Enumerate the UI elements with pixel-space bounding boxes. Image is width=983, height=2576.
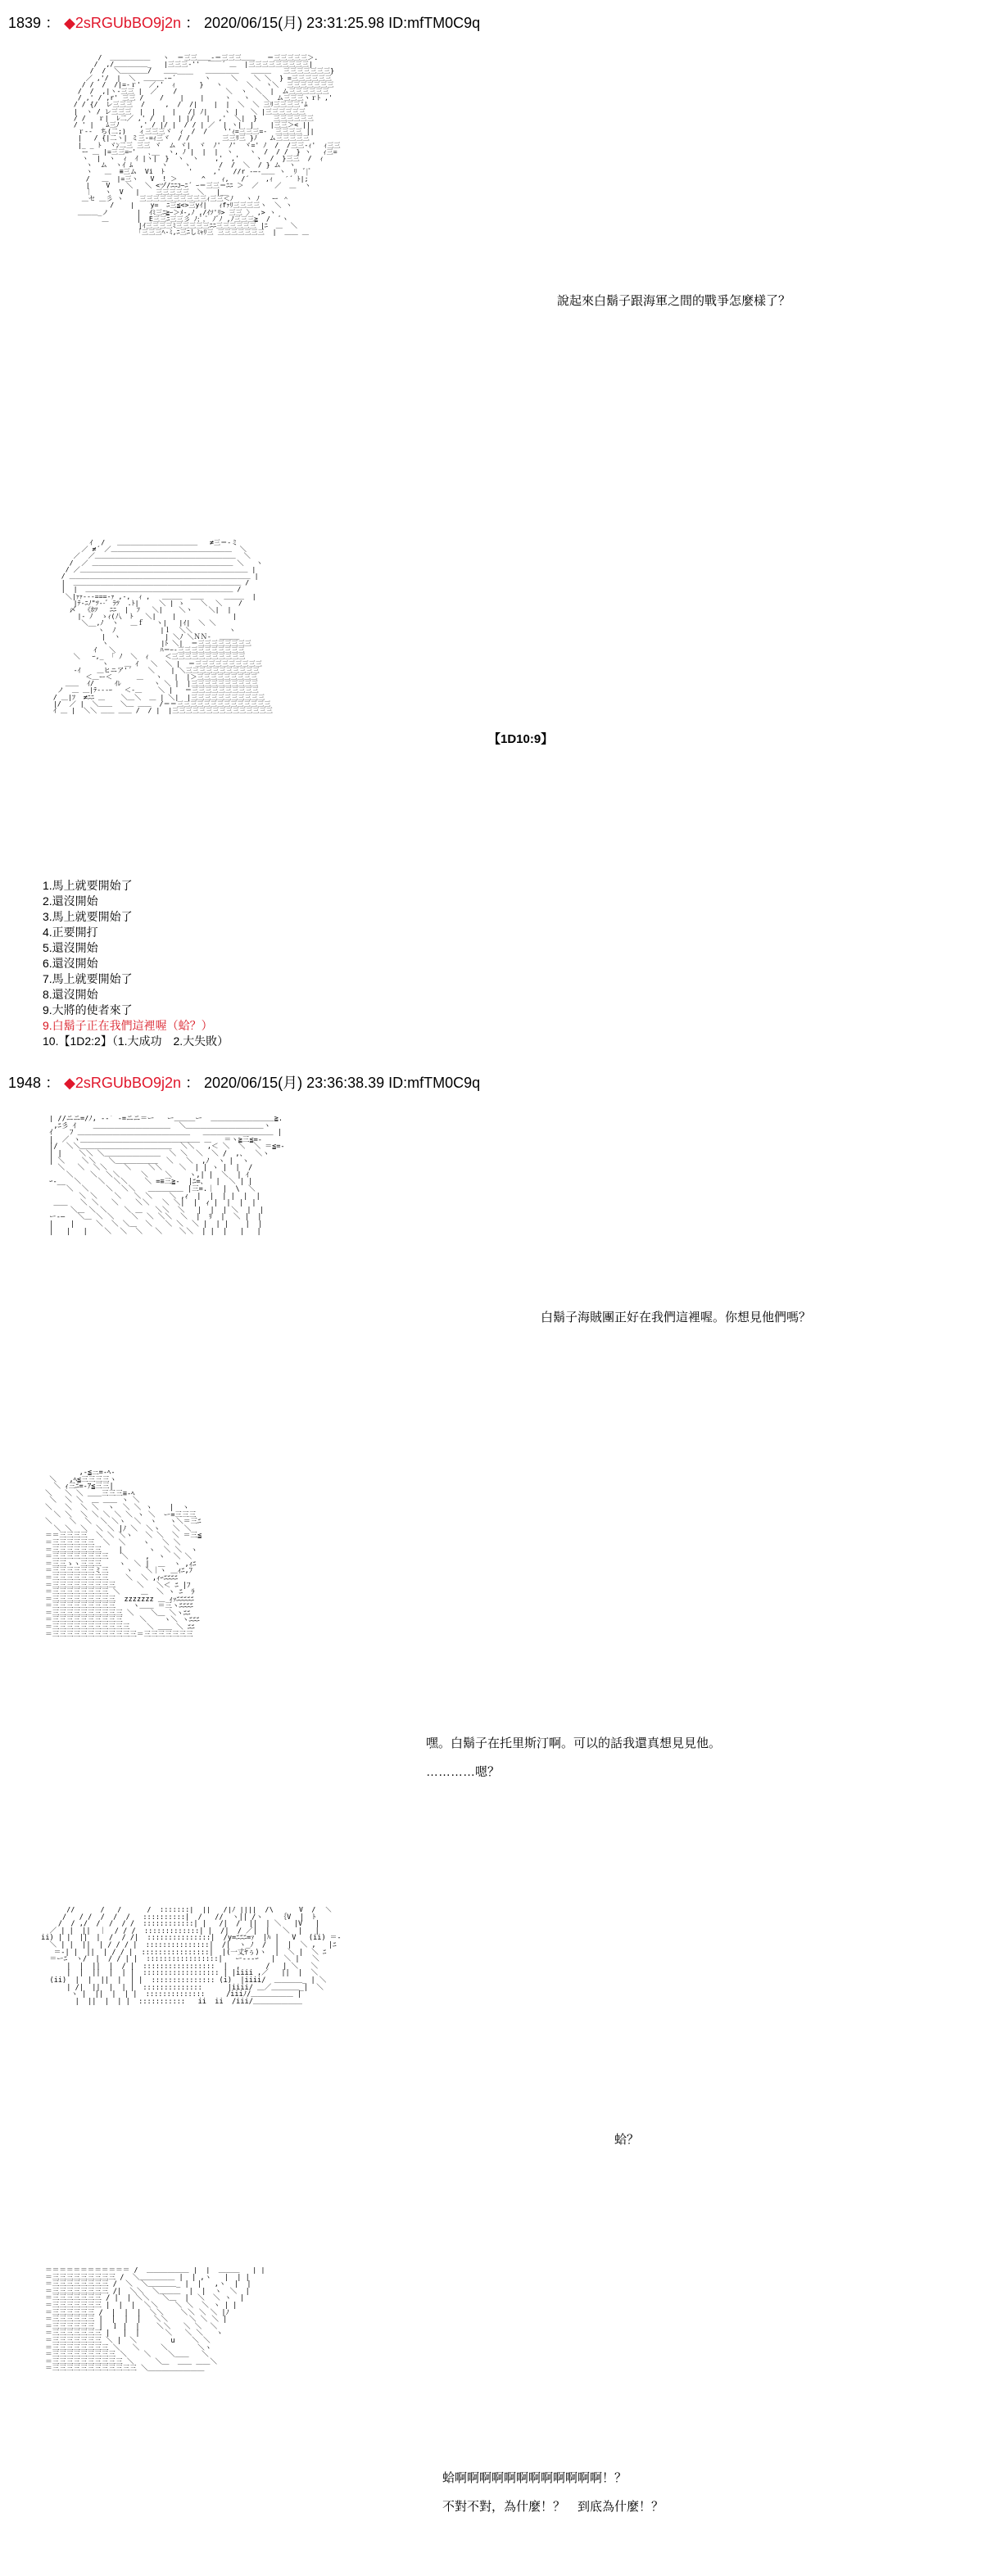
dialogue-line: 白鬍子海賊團正好在我們這裡喔。你想見他們嗎？ (541, 1311, 812, 1324)
list-item-highlighted: 9.白鬍子正在我們這裡喔（蛤？） (43, 1019, 213, 1032)
separator: ： (45, 15, 61, 31)
dialogue-line: …………嗯？ (426, 1765, 501, 1779)
post-header (8, 11, 480, 33)
dice-result-tag: 【1D10:9】 (488, 732, 554, 746)
list-item: 9.大將的使者來了 (43, 1003, 133, 1016)
separator: ： (45, 1075, 61, 1091)
post-number[interactable]: 1948 (8, 1075, 42, 1091)
list-item: 10.【1D2:2】（1.大成功 2.大失敗） (43, 1034, 229, 1048)
dialogue-line: 蛤？ (614, 2133, 640, 2147)
dialogue-line: 蛤啊啊啊啊啊啊啊啊啊啊啊啊！？ (442, 2471, 627, 2485)
post-meta: ： 2020/06/15(月) 23:36:38.39 ID:mfTM0C9q (185, 1075, 481, 1091)
choice-list (43, 878, 229, 1049)
post-header (8, 1071, 480, 1093)
dialogue-line: 嘿。白鬍子在托里斯汀啊。可以的話我還真想見見他。 (426, 1736, 722, 1750)
poster-name: ◆2sRGUbBO9j2n (64, 1075, 181, 1091)
list-item: 6.還沒開始 (43, 957, 98, 970)
list-item: 8.還沒開始 (43, 988, 98, 1001)
poster-name: ◆2sRGUbBO9j2n (64, 15, 181, 31)
ascii-art-character-closeup: | //ニニ=/ﾉ, -‐´ -=ニニ＝ー ー＿＿＿ー ＿＿＿＿＿＿＿＿＿≧. ,ﾆ彡 ｲ ＿＿＿＿＿＿＿＿＿＿＿ ＼＿＿＿＿＿＿＿＿＿＿＿ヽ ｲ ﾌ ＿＿＿＿＿＿＿＿＿＿＿＿＿＿＿＿ ＿＿＿＿＿＿＿＿＿＿ | | ／ ヽ＿＿＿＿＿＿＿＿＿＿＿＿＿＿＿＿＿ ＿ ＝ヽ≧三≦=- |/ ＼＼＿＿＿＿＿＿＿＿＿＿＿＿＿ ＼＼ ,＜ ＼ ＼ ＼ ＝≦=- | | ＼＼ ＼＿＿＿＿＿＿＿＿ ＼ ＼ ＼ ＼ / ,、 ＼ヽ | ＼ ＼＼ ＼＿＿＿＿＿＿ ＼ ＼ ,ﾉ ヽ | ヽ ＼ ＼ ＼＼ ＼ ＼＼ ＼ | | ヽ | | / ＼ ＼ ＼＼ ＼ ＼ ヽ,| | ＼ | ｲ ｰ-__ ＼ ＼ ＼＼ ＼ =≡三≧- |ﾆ=、 | ＼ | | ＼ ＼ ＼ ＼＼ ＿＿＿＿＿ |三=.｜ | \ ＼ ＼ ＼ ＼ ＼ ＼ ＼ ,ｨ | | | | | | ＿＿ ＼ ＼ ＼ ＼＼ ＼ ＼| | ｨ | | | | ＼＿ ＼ ＼ ＼ ＿ ＼＼ ＼ | | | ＼ | | ー‐― ＼＿ ＼ ＼ ＼ ＼ ＼＼ ＼ | ﾘ | ＼ | | | | ＼ ＼ ＼＿ ＼ ＼ ＼ ＼ | | | | | | | | ＼ ＼ ＼ ＼ ＼＼ | | | | | (49, 1116, 285, 1236)
ascii-art-surprised-character: // / / / :::::::| || /|ﾉ |||| /\ V / ＼ / / / / / / ::::::::::| / // ヽ|| /ヽ ｛V | ﾄ / / ,/ / / / / ::::::::::::| | /| / || | ＼ |V | ／ | | || ｜ / / / :::::::::::::| | /| / ／| | ＼ | | ii) | | || | / / /| :::::::::::::::| /y=ﾆﾆﾆ=ｧ |ﾊ | V (ii) ＝- ＼ | | || | / / / | :::::::::::::::| /| ヽ_ﾉ / | | ＼ , |ﾆ ＝-| | || | / / | ::::::::::::::::| |(一丈ﾔぅ)ヽ | ＼ | ＼ ﾆ ＝ーﾆ ヽ/ | / / | | :::::::::::::::::| ー---ｰ | ＼ | ＼ | | || | / | ::::::::::::::::: | , / | ＼ ＼ | | || | | | :::::::::::::::::: | |iiii ,／ || | ＼ (ii) | | || | | | ::::::::::::::: (i) |iiii/ ＿＿＿＿_ | ＼ | /| || | | | :::::::::::::: |iiii/ ＿／＿＿＿＿_| ＼ ヽ | || | | | :::::::::::::: /iiiﾉ/＿＿＿＿＿＿ | | || | | | ::::::::::: ii ii /iii/＿＿＿＿＿＿＿ (41, 1907, 342, 2006)
post-number[interactable]: 1839 (8, 15, 42, 31)
ascii-art-shocked-character: ＝＝＝＝＝＝＝＝＝＝＝＝ / ＿＿＿＿＿＿ | | ＿＿＿ | | ＝三三三三三三三三三 / ＼＿＿＿＿＿ | | ,ヽ | | | ＝三三三三三三三三 / ＼ ＼＿＿＿＿_ | | ,ヽ | | ＝三三三三三三三三 /| ＼＼ ＼＿＿＿ | | ヽ ＼ | ＝三三三三三三三 / | | ＼＼ ＼＿ | ＼ ＼ ヽ | ＝三三三三三三三 | | | ＼＼ ＼ ＼ ＼ ヽ | | ＝三三三三三三 / | | | ＼＼ ＼＼ ＼ ＼ |ﾉ ＝三三三三三三 | | | | ＼＼ ＼ ＼ ＼ | ＝三三三三三三 | ｌ | | ＼＼ ＼ ＼ ＼ ＝三三三三三三三 | | | ＼ ＼ ＼ ヽ ＝三三三三三三三 ＼ | ＼ u ＼ ＼ ＝三三三三三三三三 ＼ ＼ ＼ ＼ヽ ＝三三三三三三三三三 ＼ ＼ ＼＿＿ ＼ ＝三三三三三三三三三三 ＼ ＼＿ ＿＿ ＿＿＼ ＝三三三三三三三三三三三三 ＼＿＿＿＿＿＿＿＿ (45, 2267, 265, 2374)
list-item: 4.正要開打 (43, 926, 98, 939)
list-item: 1.馬上就要開始了 (43, 879, 133, 892)
caption-line: 說起來白鬍子跟海軍之間的戰爭怎麼樣了？ (557, 294, 791, 308)
ascii-art-boy-hat: ｲ / ＿＿＿＿＿＿＿＿＿＿＿＿ ≠三＝-ミ ／ ≠´ ／＿＿＿＿＿＿＿＿＿＿＿＿＿＿＿＿＿＿ ＼ ／ ／＿＿＿＿＿＿＿＿＿＿＿＿＿＿＿＿＿＿＿＿＿ ＼ / ／ ＿＿＿＿＿＿＿＿＿＿＿＿＿＿＿＿＿＿＿＿＿ ＼ ヽ / ／＿＿＿＿＿＿＿＿＿＿＿＿＿＿＿＿＿＿＿＿＿＿＿＿＿ | / ＿＿＿＿＿＿＿＿＿＿＿＿＿＿＿＿＿＿＿＿＿＿＿＿＿＿＿ | | ＿＿＿＿＿＿＿＿＿＿＿＿＿＿＿＿＿＿＿＿＿＿＿＿＿ / | | ＿＿＿＿＿＿＿＿＿＿＿＿＿＿＿＿＿＿＿＿＿＿ / ＼|ｧｧ‐--===-ｧ ,-, ｨ , ＿＿＿ ＿＿ ＿＿＿ | |ﾃ-ﾆﾉ"ﾂ‐-ﾞ ﾗﾂ .ﾄ| ＼ | ゝ ＼ ＼ / 〆 《ﾎﾂ ﾆﾆ | ﾌ ＼| ＼ヽ ＼| | |‐ ﾉ ゝｨ(八 ﾄ ＼| | | ＼__,ﾉ ヽ ＿ｆ ヽ| |ｲ| ＼ ＼ ヽ ﾉ |ｌ ＼＼ ヽ | ヽ | ＼ﾉ ＼ＮＮ- ＿＿＿ ヽ |ﾄ ＼| ＝三三三三三三三三 ｲ ＼ ﾊ＝ｰ-三三三三三三三三三三 ＼ ｰ,_ ｢ ﾉ ＼ ｨ ＜三三三三三三三三三三三 ヽ ＿ ｲ ＼ ＼ | ＝三三三三三三三三三三 -ｲ ＿ヒニア'´ ＼ | ＼三三三三三三三三三三三 ＜＿ー＜ ＿ ヽ | |＞三三三三三三三三三 ＿＿ ｲ/ ｲﾚ ヽ ＼ | |三三三三三三三三三三 ノ ＿ ＿|ﾃ-‐-ｰ ＜‐＿ ＼ | ＝三三三三三三三三三三 / ＿|ﾌ ≠ﾆﾆ ＿ ＼＿＼ ＿ | ＼| |三三三三三三三三三三三 |/ ／ | ＼＿＿ ＼＿ ＿＿ /＝＝三三三三三三三三三三三三三三 ｲ ＿ | ＼＼ ＿＿ ＿＿ / / | |三三三三三三三三三三三三三三三 (52, 539, 273, 715)
list-item: 7.馬上就要開始了 (43, 972, 133, 985)
dialogue-line: 不對不對，為什麼！？ 到底為什麼！？ (442, 2500, 664, 2514)
list-item: 2.還沒開始 (43, 894, 98, 908)
list-item: 3.馬上就要開始了 (43, 910, 133, 923)
post-meta: ： 2020/06/15(月) 23:31:25.98 ID:mfTM0C9q (185, 15, 481, 31)
list-item: 5.還沒開始 (43, 941, 98, 954)
ascii-art-girl-portrait: / ＿＿＿＿＿＿ ヽ ＝三三＿＿-＝三三三＿＿ ＝三三三三三＞. / ,/＿＿＿＿＿_ |三三三-'' ￣￣´ ＿ |三三三三三三三三三| / / ＼＿＿＿＿/ ＿＿____ ＿＿＿＿＿ ＿＿＿ 三三三三三三三} ／ ,'/ | ＼ ＿＿＿-~´ ヽ ＼ ＼ ＼ } =三三三三三三 / / / /|=-ｒ' ／,' ｨ } ヽ ＼ ヽ＼ 三三三三三三三 / / ,|ヽ-三三 | ／ / ＼ ヽ ＼ | ム三三三三三三 / ,' / ,r' 三三 / / | | ヽ ヽ ＼ ム三三三ヽｒﾄ ,' / / {/ レ三三三 / , / /| | | ＼ ＼ 三ﾘ三三三三'ﾑ | ヽ / レ三三三 | | | /| ﾉ| ヽ | ＼ |三三三三三三 / / ｒ| ﾚ二／ ,' / | | |/ | ,' ＼| } 三三三三三三 / ' | ﾑ三ﾉ ,' / |/ | / / | ／ | ヽ| | |三三＞< || ｒ-- ち(二;) ィ三三三ヾ ｨ / / ''ｨ=三三三=‐ 三三三三 || | / {|二ヽ| ミ三-=ｨ三ヾ / / 三三ﾘ三 }ﾉ ム三三三三三 |_ _ ﾄ ヾﾝ二三 三三 ヾ ム ヾ| ヾ ﾉ' ﾉ' ヾ=' ﾉ / /三三-ｨ' ｨ三三 ー ＿ |=三三=ｰ' ､__ ヽ, ﾉ | | | ヽ ヽ / / / } ヽ ｨ三= ヽ | ヽ ｨ ｲ |ヽ| } ヽ ヽ ,' ,' ヽ / }三三 / ｨ ヽ ム ヽｲ ﾑ ヽ ヽ / / ＼ / } ム ヽ ヽ ＿ ≡三ム Vi ﾄ ' ,' //r ‐―‐＿＿ ヽ ﾘ ﾞ|ﾞ / ＿ |=三ヽ V ! ＞ ^ ｨ, /´ ,ｨ ′´ ﾄ|; | V ＼ ＼ <ヅ/ﾆﾆｺ~ﾆ´ ｰ＝三三＝ﾆﾆ ＞ ／ ／ ＿ ヽ ｜ ヽ V | 三三三三三 ＼ |__ ＿セ ＿彡 ヽ 三三三三三三三三三三ｨ三三＜ﾉ ヽ ﾉ ー ＾ / | y= ﾆ三≦<>三yｲ| ｨfｧﾘ三三三三ヽ ＼ ヽ ＿＿＿_ノ | ｲﾐ三ﾆ≧ｰ＞ﾒ‐,ﾉ ,/ｲｿ'ﾘ> 三三 〉 ,> ヽ ＿ | E三三ﾆ三三彡 ﾉ;ﾞ,ﾟ ﾉﾞﾉ ,ﾉ三三三≧ / ﾞヽ |ｲ三三三三ﾐ三三三三三ﾆﾆ三三三三三三 |ﾆ ＿ ＼ ｢三三三ﾍ‐ﾐ,ﾆ三ﾆしﾐｬﾘ三 三三三三三三三 | ＿＿ ＿ (73, 54, 341, 237)
ascii-art-long-hair-figure: ,-≦三=-ﾍ- ＼ ,ﾍ≦三三三三ヽ ＼ ｨ三ﾆ=-ｱ≦三三| ＼ ＼ ＼ ＿＿三三三≡-ﾍ ＼ ＼ ＼ ＿ ＿＿ ヽ ＼ ＼ ＼ ＼ ＼ ヽ ＼ ＼ ヽ | ヽ ＼ ＼ ＼ ＼ ＼ ＼ ＼ ヽ ＼ ー=三三三 ＼ ＼ ＼ ＼ ＼ヽ ＼ ヽ ヽ＼＝三ﾆ ＼ ＼ ＼ ＼ ＼ |ﾉ ＼ ＼ヽ ＼ ＼ ＝＝三三三三 ＼ ＼ ＼ヽ ＼ ＼ ＼ ＝三≦ ＝三三三三三三 ＼ ＼ ヽ ＼ ＼ ＝三三三三三三三 | ヽ ＼ ＼ ヽ ＝三三三三三三三三 ＼ , ヽ ＼ ＼ ＝三三ゝヽ三三三 ヽ ＼ | ＿ ヽ ,ｨﾆ ＝三三三三三三ミ三 ヽ ＼｜ヽ ＿ｨﾆ,ﾌ ＝三三三三三三三三 ＼ ＼ ,ｨｰﾆﾆﾆﾆ ＝三三三三三三三三三 ＼ ＼＜ ﾆ |ﾌ ＝三三三三三三三三 ＼ ＿ ＼ ヽ ﾆ ﾗ ＝三三三三三三三三三 zzzzzzz ＿ ｨｯﾆﾆﾆﾆﾆ ＝三三三三三三三三三 ヽ＿＿ ＝三ヽﾆﾆﾆﾆ ＝三三三三三三三三三三 ＼ ＼＿ ＼ヽﾆﾆ ＝三三三三三三三三三三 ＼ ヽ＼ ヽﾆﾆﾆ ＝三三三三三三三三三三三 ＼ ＿＿ ＼ ﾆﾆ ＝三三三三三三三三三三三三＝三三三三三三三 (45, 1469, 202, 1639)
